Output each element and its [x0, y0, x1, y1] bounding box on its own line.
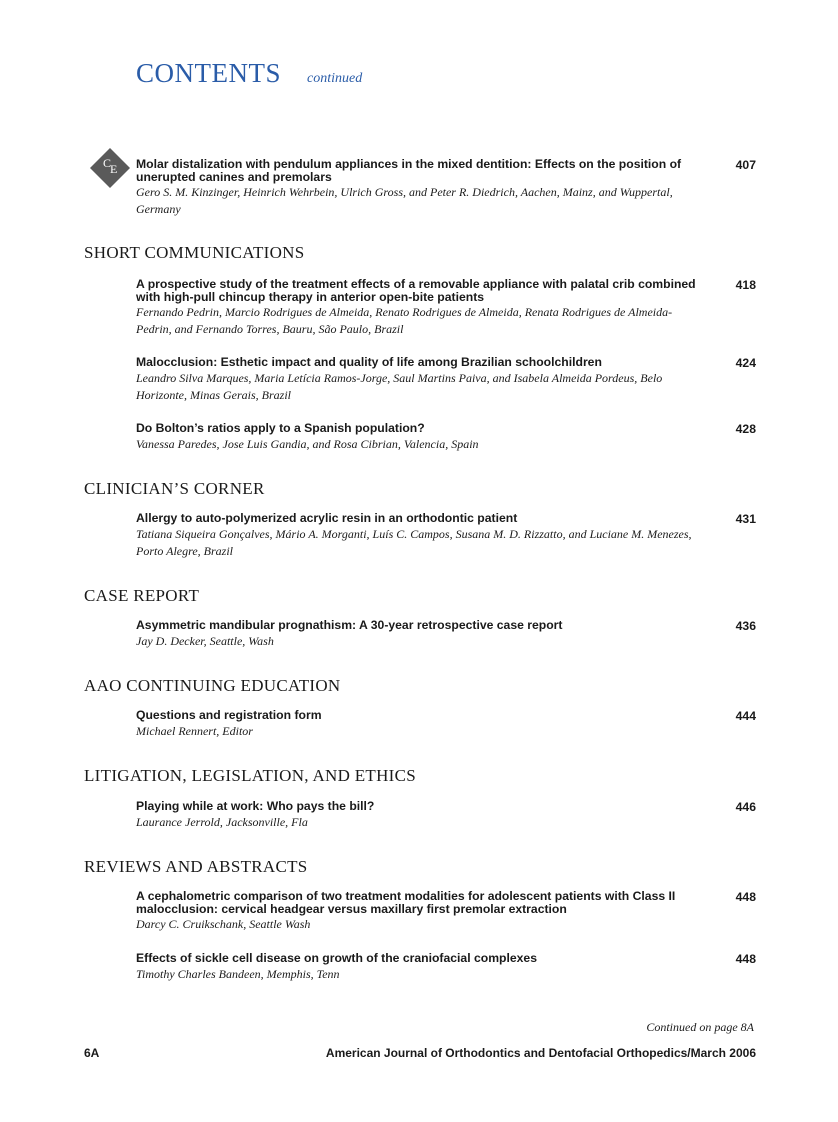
toc-entry[interactable]: [136, 619, 756, 650]
page-number: 448: [735, 890, 756, 904]
section-heading-reviews-and-abstracts: REVIEWS AND ABSTRACTS: [84, 857, 308, 876]
page-number: 444: [735, 709, 756, 723]
section-heading-litigation-legislation-ethics: LITIGATION, LEGISLATION, AND ETHICS: [84, 766, 417, 785]
section-heading-clinicians-corner: CLINICIAN’S CORNER: [84, 479, 265, 498]
article-title[interactable]: Allergy to auto-polymerized acrylic resin in an orthodontic patient: [136, 511, 518, 525]
article-authors: Darcy C. Cruikschank, Seattle Wash: [136, 917, 311, 931]
toc-entry[interactable]: [136, 709, 756, 740]
toc-entry[interactable]: [136, 800, 756, 831]
footer-page-label: 6A: [84, 1046, 100, 1060]
section-heading-case-report: CASE REPORT: [84, 586, 200, 605]
page-title: CONTENTS: [136, 58, 281, 88]
toc-entry[interactable]: [136, 952, 756, 983]
article-authors: Jay D. Decker, Seattle, Wash: [136, 633, 274, 648]
toc-entry[interactable]: [136, 422, 756, 453]
page-number: 431: [735, 512, 756, 526]
article-title[interactable]: A prospective study of the treatment effects of a removable appliance with palatal crib combined with high-pull chincup therapy in anterior open-bite patients: [136, 277, 696, 304]
page-number: 407: [735, 158, 756, 172]
page-number: 418: [735, 278, 756, 292]
toc-entry[interactable]: [136, 158, 756, 218]
article-authors: Laurance Jerrold, Jacksonville, Fla: [136, 814, 308, 829]
article-authors: Leandro Silva Marques, Maria Letícia Ramos-Jorge, Saul Martins Paiva, and Isabela Almeida Pordeus, Belo Horizonte, Minas Gerais, Brazil: [136, 370, 663, 402]
toc-entry[interactable]: [136, 512, 756, 560]
ce-letter-e: E: [110, 162, 118, 176]
article-authors: Gero S. M. Kinzinger, Heinrich Wehrbein, Ulrich Gross, and Peter R. Diedrich, Aachen, Mainz, and Wuppertal, Germany: [136, 185, 673, 216]
article-title[interactable]: Questions and registration form: [136, 708, 322, 722]
article-authors: Fernando Pedrin, Marcio Rodrigues de Almeida, Renato Rodrigues de Almeida, Renata Rodrigues de Almeida-Pedrin, and Fernando Torres, Bauru, São Paulo, Brazil: [136, 305, 673, 336]
footer-journal: American Journal of Orthodontics and Dentofacial Orthopedics/March 2006: [325, 1046, 756, 1060]
toc-entry[interactable]: [136, 278, 756, 338]
article-title[interactable]: Asymmetric mandibular prognathism: A 30-year retrospective case report: [136, 618, 563, 632]
article-authors: Michael Rennert, Editor: [136, 723, 253, 738]
article-title[interactable]: Do Bolton’s ratios apply to a Spanish population?: [136, 421, 425, 435]
section-heading-short-communications: SHORT COMMUNICATIONS: [84, 243, 305, 262]
article-title[interactable]: Effects of sickle cell disease on growth of the craniofacial complexes: [136, 951, 537, 965]
page-number: 446: [735, 800, 756, 814]
article-title[interactable]: Molar distalization with pendulum appliances in the mixed dentition: Effects on the position of unerupted canines and premolars: [136, 157, 682, 184]
article-title[interactable]: Playing while at work: Who pays the bill?: [136, 799, 375, 813]
ce-letter-c: C: [103, 156, 112, 170]
article-title[interactable]: Malocclusion: Esthetic impact and quality of life among Brazilian schoolchildren: [136, 355, 602, 369]
page-number: 428: [735, 422, 756, 436]
continued-note: Continued on page 8A: [646, 1020, 754, 1034]
page-number: 436: [735, 619, 756, 633]
toc-entry[interactable]: [136, 890, 756, 933]
article-authors: Timothy Charles Bandeen, Memphis, Tenn: [136, 966, 340, 981]
article-authors: Tatiana Siqueira Gonçalves, Mário A. Morganti, Luís C. Campos, Susana M. D. Rizzatto, and Luciane M. Menezes, Porto Alegre, Brazil: [136, 526, 692, 558]
article-title[interactable]: A cephalometric comparison of two treatment modalities for adolescent patients with Class II malocclusion: cervical headgear versus maxillary first premolar extraction: [136, 889, 676, 916]
toc-entry[interactable]: [136, 356, 756, 404]
article-authors: Vanessa Paredes, Jose Luis Gandia, and Rosa Cibrian, Valencia, Spain: [136, 436, 479, 451]
section-heading-aao-continuing-education: AAO CONTINUING EDUCATION: [84, 676, 341, 695]
page-number: 424: [735, 356, 756, 370]
continued-label: continued: [307, 71, 363, 86]
contents-header: [136, 58, 362, 89]
ce-credit-icon: [89, 147, 131, 189]
page-number: 448: [735, 952, 756, 966]
